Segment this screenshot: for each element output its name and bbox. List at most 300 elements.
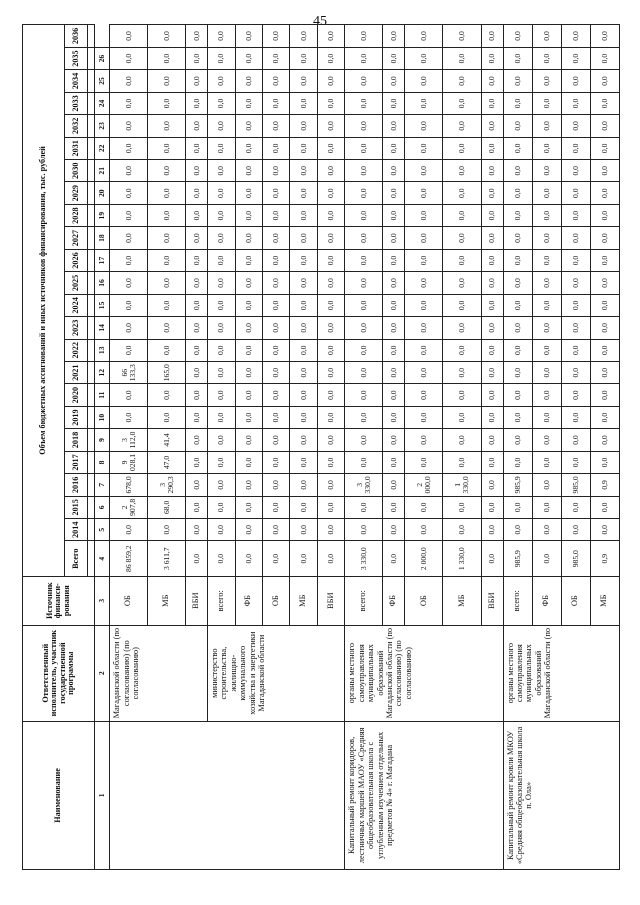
executor-cell: органы местного самоуправления муниципальных образований Магаданской области (по согласованию) (по согласованию)	[345, 625, 503, 721]
year-value-cell: 0,0	[110, 317, 148, 339]
source-cell: всего:	[208, 576, 235, 625]
year-value-cell: 0,0	[345, 204, 383, 226]
year-value-cell: 0,0	[262, 474, 289, 496]
year-value-cell: 0,0	[110, 249, 148, 271]
year-value-cell: 0,0	[110, 384, 148, 406]
year-value-cell: 68,0	[148, 496, 186, 518]
year-value-cell: 0,0	[443, 406, 481, 428]
year-value-cell: 0,0	[532, 294, 561, 316]
table-row	[345, 25, 383, 870]
year-value-cell: 0,0	[186, 227, 208, 249]
year-value-cell: 9 028,1	[110, 451, 148, 473]
year-value-cell: 0,0	[208, 182, 235, 204]
year-value-cell: 0,0	[262, 182, 289, 204]
year-value-cell: 0,0	[590, 182, 619, 204]
year-value-cell: 0,0	[481, 294, 503, 316]
year-value-cell: 0,0	[290, 451, 317, 473]
year-value-cell: 0,0	[383, 137, 405, 159]
year-value-cell: 0,0	[503, 47, 532, 69]
year-value-cell: 0,0	[148, 25, 186, 48]
year-value-cell: 0,0	[110, 47, 148, 69]
program-name-cell: Капитальный ремонт кровли МКОУ «Средняя общеобразовательная школа п. Ола»	[503, 721, 619, 869]
table-row	[110, 25, 148, 870]
total-cell: 0,0	[186, 541, 208, 576]
total-cell: 0,0	[481, 541, 503, 576]
year-value-cell: 0,0	[186, 384, 208, 406]
year-value-cell: 0,0	[317, 361, 345, 383]
year-value-cell: 0,0	[208, 429, 235, 451]
year-value-cell: 0,0	[148, 160, 186, 182]
year-value-cell: 0,0	[383, 272, 405, 294]
year-value-cell: 0,0	[561, 272, 590, 294]
year-value-cell: 0,0	[290, 160, 317, 182]
year-value-cell: 0,0	[561, 227, 590, 249]
year-value-cell: 0,0	[317, 70, 345, 92]
year-value-cell: 0,0	[290, 384, 317, 406]
header-blank-cell	[88, 272, 95, 294]
year-value-cell: 0,0	[481, 406, 503, 428]
header-blank-cell	[88, 317, 95, 339]
year-value-cell: 0,0	[383, 406, 405, 428]
year-value-cell: 0,0	[405, 294, 443, 316]
source-cell: ОБ	[110, 576, 148, 625]
year-value-cell: 0,0	[481, 227, 503, 249]
year-value-cell: 3 112,0	[110, 429, 148, 451]
year-value-cell: 0,0	[262, 160, 289, 182]
year-value-cell: 0,0	[186, 249, 208, 271]
year-value-cell: 0,0	[405, 361, 443, 383]
year-value-cell: 0,0	[443, 25, 481, 48]
executor-cell: органы местного самоуправления муниципальных образований Магаданской области (по	[503, 625, 619, 721]
year-value-cell: 0,0	[532, 182, 561, 204]
year-value-cell: 0,0	[405, 47, 443, 69]
column-number: 7	[95, 474, 110, 496]
year-value-cell: 0,0	[561, 92, 590, 114]
year-value-cell: 0,0	[383, 160, 405, 182]
year-value-cell: 0,0	[262, 451, 289, 473]
source-cell: всего:	[503, 576, 532, 625]
year-value-cell: 0,0	[290, 137, 317, 159]
year-value-cell: 0,0	[383, 294, 405, 316]
year-value-cell: 0,0	[443, 92, 481, 114]
column-number: 23	[95, 115, 110, 137]
year-value-cell: 0,0	[443, 137, 481, 159]
year-value-cell: 0,0	[148, 406, 186, 428]
year-value-cell: 0,0	[148, 519, 186, 541]
header-blank-cell	[88, 429, 95, 451]
year-value-cell: 0,0	[443, 115, 481, 137]
year-value-cell: 0,0	[208, 204, 235, 226]
year-value-cell: 0,0	[532, 339, 561, 361]
rotated-table-container	[22, 24, 620, 870]
year-value-cell: 0,0	[208, 474, 235, 496]
year-value-cell: 985,9	[503, 474, 532, 496]
year-value-cell: 0,0	[405, 339, 443, 361]
year-value-cell: 0,0	[443, 294, 481, 316]
year-value-cell: 0,0	[290, 204, 317, 226]
year-value-cell: 0,0	[148, 384, 186, 406]
year-value-cell: 0,0	[405, 249, 443, 271]
year-value-cell: 0,0	[532, 272, 561, 294]
column-number: 17	[95, 249, 110, 271]
year-value-cell: 0,0	[590, 47, 619, 69]
year-value-cell: 0,0	[186, 137, 208, 159]
header-year: 2019	[65, 406, 88, 428]
header-year: 2018	[65, 429, 88, 451]
year-value-cell: 0,0	[383, 70, 405, 92]
year-value-cell: 0,0	[290, 227, 317, 249]
header-name: Наименование	[23, 721, 95, 869]
header-year: 2021	[65, 361, 88, 383]
year-value-cell: 0,0	[110, 519, 148, 541]
year-value-cell: 0,0	[590, 272, 619, 294]
year-value-cell: 0,0	[235, 361, 262, 383]
year-value-cell: 0,0	[532, 474, 561, 496]
year-value-cell: 0,0	[561, 317, 590, 339]
year-value-cell: 3 290,3	[148, 474, 186, 496]
year-value-cell: 0,0	[532, 249, 561, 271]
year-value-cell: 0,0	[208, 406, 235, 428]
year-value-cell: 0,0	[590, 429, 619, 451]
total-cell: 0,0	[235, 541, 262, 576]
total-cell: 985,9	[503, 541, 532, 576]
header-blank-cell	[88, 70, 95, 92]
year-value-cell: 0,0	[590, 451, 619, 473]
year-value-cell: 0,0	[317, 384, 345, 406]
year-value-cell: 0,0	[317, 92, 345, 114]
year-value-cell: 0,0	[481, 339, 503, 361]
year-value-cell: 0,0	[148, 70, 186, 92]
year-value-cell: 0,0	[532, 519, 561, 541]
year-value-cell: 0,0	[235, 137, 262, 159]
year-value-cell: 0,0	[262, 272, 289, 294]
year-value-cell: 0,0	[290, 92, 317, 114]
year-value-cell: 0,0	[345, 361, 383, 383]
year-value-cell: 0,0	[383, 429, 405, 451]
year-value-cell: 678,0	[110, 474, 148, 496]
year-value-cell: 0,0	[110, 137, 148, 159]
header-year: 2031	[65, 137, 88, 159]
year-value-cell: 0,0	[503, 70, 532, 92]
year-value-cell: 0,0	[262, 249, 289, 271]
year-value-cell: 0,0	[590, 317, 619, 339]
column-number: 25	[95, 70, 110, 92]
year-value-cell: 0,0	[405, 451, 443, 473]
header-blank-cell	[88, 137, 95, 159]
column-number: 18	[95, 227, 110, 249]
year-value-cell: 0,0	[290, 249, 317, 271]
year-value-cell: 0,0	[481, 474, 503, 496]
source-cell: ФБ	[532, 576, 561, 625]
header-year: 2034	[65, 70, 88, 92]
year-value-cell: 0,0	[383, 317, 405, 339]
year-value-cell: 0,0	[405, 204, 443, 226]
year-value-cell: 0,0	[208, 137, 235, 159]
year-value-cell: 0,0	[503, 406, 532, 428]
year-value-cell: 0,0	[317, 249, 345, 271]
year-value-cell: 0,0	[317, 429, 345, 451]
year-value-cell: 0,0	[235, 182, 262, 204]
year-value-cell: 0,0	[405, 227, 443, 249]
year-value-cell: 0,0	[290, 496, 317, 518]
header-blank-cell	[88, 406, 95, 428]
header-source: Источник финанси-рования	[23, 576, 95, 625]
year-value-cell: 0,0	[235, 406, 262, 428]
year-value-cell: 0,0	[383, 115, 405, 137]
year-value-cell: 0,0	[290, 272, 317, 294]
year-value-cell: 0,0	[383, 182, 405, 204]
year-value-cell: 0,0	[186, 70, 208, 92]
year-value-cell: 0,0	[503, 115, 532, 137]
year-value-cell: 0,0	[532, 47, 561, 69]
year-value-cell: 0,0	[148, 47, 186, 69]
year-value-cell: 0,0	[503, 339, 532, 361]
year-value-cell: 0,0	[186, 47, 208, 69]
year-value-cell: 0,0	[481, 115, 503, 137]
year-value-cell: 0,0	[561, 361, 590, 383]
year-value-cell: 0,0	[345, 249, 383, 271]
year-value-cell: 0,0	[317, 227, 345, 249]
total-cell: 0,0	[383, 541, 405, 576]
year-value-cell: 47,0	[148, 451, 186, 473]
year-value-cell: 0,0	[186, 361, 208, 383]
year-value-cell: 0,0	[590, 294, 619, 316]
year-value-cell: 0,0	[208, 70, 235, 92]
header-blank-cell	[88, 474, 95, 496]
header-blank-cell	[88, 25, 95, 48]
source-cell: МБ	[590, 576, 619, 625]
header-year: 2023	[65, 317, 88, 339]
year-value-cell: 0,0	[290, 182, 317, 204]
year-value-cell: 0,0	[208, 92, 235, 114]
year-value-cell: 0,0	[503, 384, 532, 406]
total-cell: 0,0	[532, 541, 561, 576]
year-value-cell: 0,0	[590, 339, 619, 361]
year-value-cell: 0,0	[208, 496, 235, 518]
year-value-cell: 0,0	[235, 115, 262, 137]
year-value-cell: 0,0	[235, 160, 262, 182]
year-value-cell: 0,0	[345, 496, 383, 518]
year-value-cell: 3 330,0	[345, 474, 383, 496]
header-blank-cell	[88, 361, 95, 383]
year-value-cell: 0,0	[186, 204, 208, 226]
column-number: 14	[95, 317, 110, 339]
year-value-cell: 0,0	[235, 451, 262, 473]
year-value-cell: 0,0	[443, 47, 481, 69]
year-value-cell: 0,0	[290, 115, 317, 137]
header-blank-cell	[88, 496, 95, 518]
year-value-cell: 0,0	[532, 70, 561, 92]
year-value-cell: 0,0	[443, 272, 481, 294]
year-value-cell: 0,0	[443, 204, 481, 226]
header-blank-cell	[88, 115, 95, 137]
year-value-cell: 0,0	[383, 384, 405, 406]
total-cell: 0,9	[590, 541, 619, 576]
year-value-cell: 0,0	[345, 47, 383, 69]
header-year: 2028	[65, 204, 88, 226]
year-value-cell: 0,0	[503, 249, 532, 271]
year-value-cell: 0,9	[590, 474, 619, 496]
year-value-cell: 0,0	[561, 115, 590, 137]
year-value-cell: 0,0	[590, 496, 619, 518]
column-number: 20	[95, 182, 110, 204]
year-value-cell: 0,0	[148, 92, 186, 114]
year-value-cell: 0,0	[405, 406, 443, 428]
year-value-cell: 0,0	[208, 294, 235, 316]
year-value-cell: 0,0	[443, 384, 481, 406]
source-cell: ФБ	[383, 576, 405, 625]
total-cell: 3 330,0	[345, 541, 383, 576]
year-value-cell: 0,0	[481, 249, 503, 271]
year-value-cell: 2 907,8	[110, 496, 148, 518]
year-value-cell: 0,0	[481, 182, 503, 204]
year-value-cell: 0,0	[405, 25, 443, 48]
year-value-cell: 0,0	[405, 519, 443, 541]
year-value-cell: 0,0	[532, 429, 561, 451]
year-value-cell: 0,0	[443, 70, 481, 92]
year-value-cell: 0,0	[235, 496, 262, 518]
year-value-cell: 0,0	[503, 182, 532, 204]
source-cell: ОБ	[561, 576, 590, 625]
year-value-cell: 0,0	[443, 339, 481, 361]
year-value-cell: 0,0	[317, 182, 345, 204]
column-number: 2	[95, 625, 110, 721]
year-value-cell: 0,0	[481, 25, 503, 48]
year-value-cell: 0,0	[110, 227, 148, 249]
column-number: 10	[95, 406, 110, 428]
year-value-cell: 0,0	[561, 339, 590, 361]
year-value-cell: 0,0	[290, 294, 317, 316]
year-value-cell: 0,0	[503, 294, 532, 316]
year-value-cell: 0,0	[405, 160, 443, 182]
total-cell: 0,0	[290, 541, 317, 576]
source-cell: ОБ	[405, 576, 443, 625]
year-value-cell: 0,0	[110, 272, 148, 294]
column-number: 15	[95, 294, 110, 316]
year-value-cell: 0,0	[561, 137, 590, 159]
year-value-cell: 0,0	[405, 137, 443, 159]
column-number: 11	[95, 384, 110, 406]
year-value-cell: 0,0	[443, 160, 481, 182]
table-row	[503, 25, 532, 870]
header-row	[23, 25, 65, 870]
year-value-cell: 0,0	[110, 182, 148, 204]
year-value-cell: 0,0	[110, 204, 148, 226]
year-value-cell: 0,0	[481, 317, 503, 339]
year-value-cell: 0,0	[148, 115, 186, 137]
column-number: 3	[95, 576, 110, 625]
header-year: 2020	[65, 384, 88, 406]
year-value-cell: 0,0	[532, 160, 561, 182]
year-value-cell: 0,0	[383, 249, 405, 271]
column-number: 12	[95, 361, 110, 383]
year-value-cell: 0,0	[443, 249, 481, 271]
year-value-cell: 0,0	[590, 227, 619, 249]
year-value-cell: 0,0	[290, 70, 317, 92]
year-value-cell: 0,0	[290, 406, 317, 428]
year-value-cell: 0,0	[405, 496, 443, 518]
year-value-cell: 0,0	[186, 294, 208, 316]
total-cell: 3 611,7	[148, 541, 186, 576]
year-value-cell: 0,0	[317, 160, 345, 182]
year-value-cell: 0,0	[186, 160, 208, 182]
year-value-cell: 0,0	[383, 361, 405, 383]
year-value-cell: 0,0	[405, 182, 443, 204]
year-value-cell: 0,0	[235, 384, 262, 406]
year-value-cell: 0,0	[532, 137, 561, 159]
year-value-cell: 0,0	[110, 92, 148, 114]
year-value-cell: 0,0	[590, 361, 619, 383]
total-cell: 86 859,2	[110, 541, 148, 576]
year-value-cell: 0,0	[481, 451, 503, 473]
year-value-cell: 0,0	[345, 137, 383, 159]
year-value-cell: 0,0	[561, 294, 590, 316]
column-number: 6	[95, 496, 110, 518]
column-numbers-row	[95, 25, 110, 870]
column-number: 24	[95, 92, 110, 114]
year-value-cell: 0,0	[481, 160, 503, 182]
source-cell: ВБИ	[481, 576, 503, 625]
year-value-cell: 0,0	[208, 519, 235, 541]
year-value-cell: 0,0	[383, 227, 405, 249]
total-cell: 0,0	[317, 541, 345, 576]
source-cell: МБ	[443, 576, 481, 625]
year-value-cell: 0,0	[290, 47, 317, 69]
year-value-cell: 0,0	[110, 25, 148, 48]
year-value-cell: 0,0	[290, 429, 317, 451]
year-value-cell: 0,0	[345, 294, 383, 316]
year-value-cell: 0,0	[503, 272, 532, 294]
year-value-cell: 0,0	[443, 317, 481, 339]
year-value-cell: 0,0	[405, 317, 443, 339]
year-value-cell: 0,0	[503, 519, 532, 541]
column-number: 9	[95, 429, 110, 451]
year-value-cell: 0,0	[561, 384, 590, 406]
year-value-cell: 0,0	[317, 451, 345, 473]
year-value-cell: 0,0	[383, 474, 405, 496]
year-value-cell: 0,0	[481, 384, 503, 406]
year-value-cell: 0,0	[290, 339, 317, 361]
year-value-cell: 0,0	[405, 115, 443, 137]
year-value-cell: 0,0	[148, 339, 186, 361]
year-value-cell: 0,0	[186, 115, 208, 137]
header-year: 2033	[65, 92, 88, 114]
year-value-cell: 0,0	[317, 496, 345, 518]
year-value-cell: 0,0	[235, 70, 262, 92]
header-year: 2032	[65, 115, 88, 137]
header-executor: Ответственный исполнитель, участник государственной программы	[23, 625, 95, 721]
year-value-cell: 0,0	[186, 496, 208, 518]
header-year: 2016	[65, 474, 88, 496]
year-value-cell: 0,0	[383, 339, 405, 361]
year-value-cell: 0,0	[345, 451, 383, 473]
header-blank-cell	[88, 92, 95, 114]
year-value-cell: 0,0	[405, 70, 443, 92]
year-value-cell: 0,0	[208, 25, 235, 48]
year-value-cell: 0,0	[148, 137, 186, 159]
column-number: 5	[95, 519, 110, 541]
column-number: 16	[95, 272, 110, 294]
year-value-cell: 0,0	[110, 339, 148, 361]
year-value-cell: 0,0	[317, 474, 345, 496]
year-value-cell: 0,0	[317, 47, 345, 69]
year-value-cell: 0,0	[345, 115, 383, 137]
year-value-cell: 0,0	[590, 115, 619, 137]
year-value-cell: 0,0	[443, 451, 481, 473]
year-value-cell: 0,0	[208, 47, 235, 69]
column-number: 22	[95, 137, 110, 159]
year-value-cell: 0,0	[532, 115, 561, 137]
